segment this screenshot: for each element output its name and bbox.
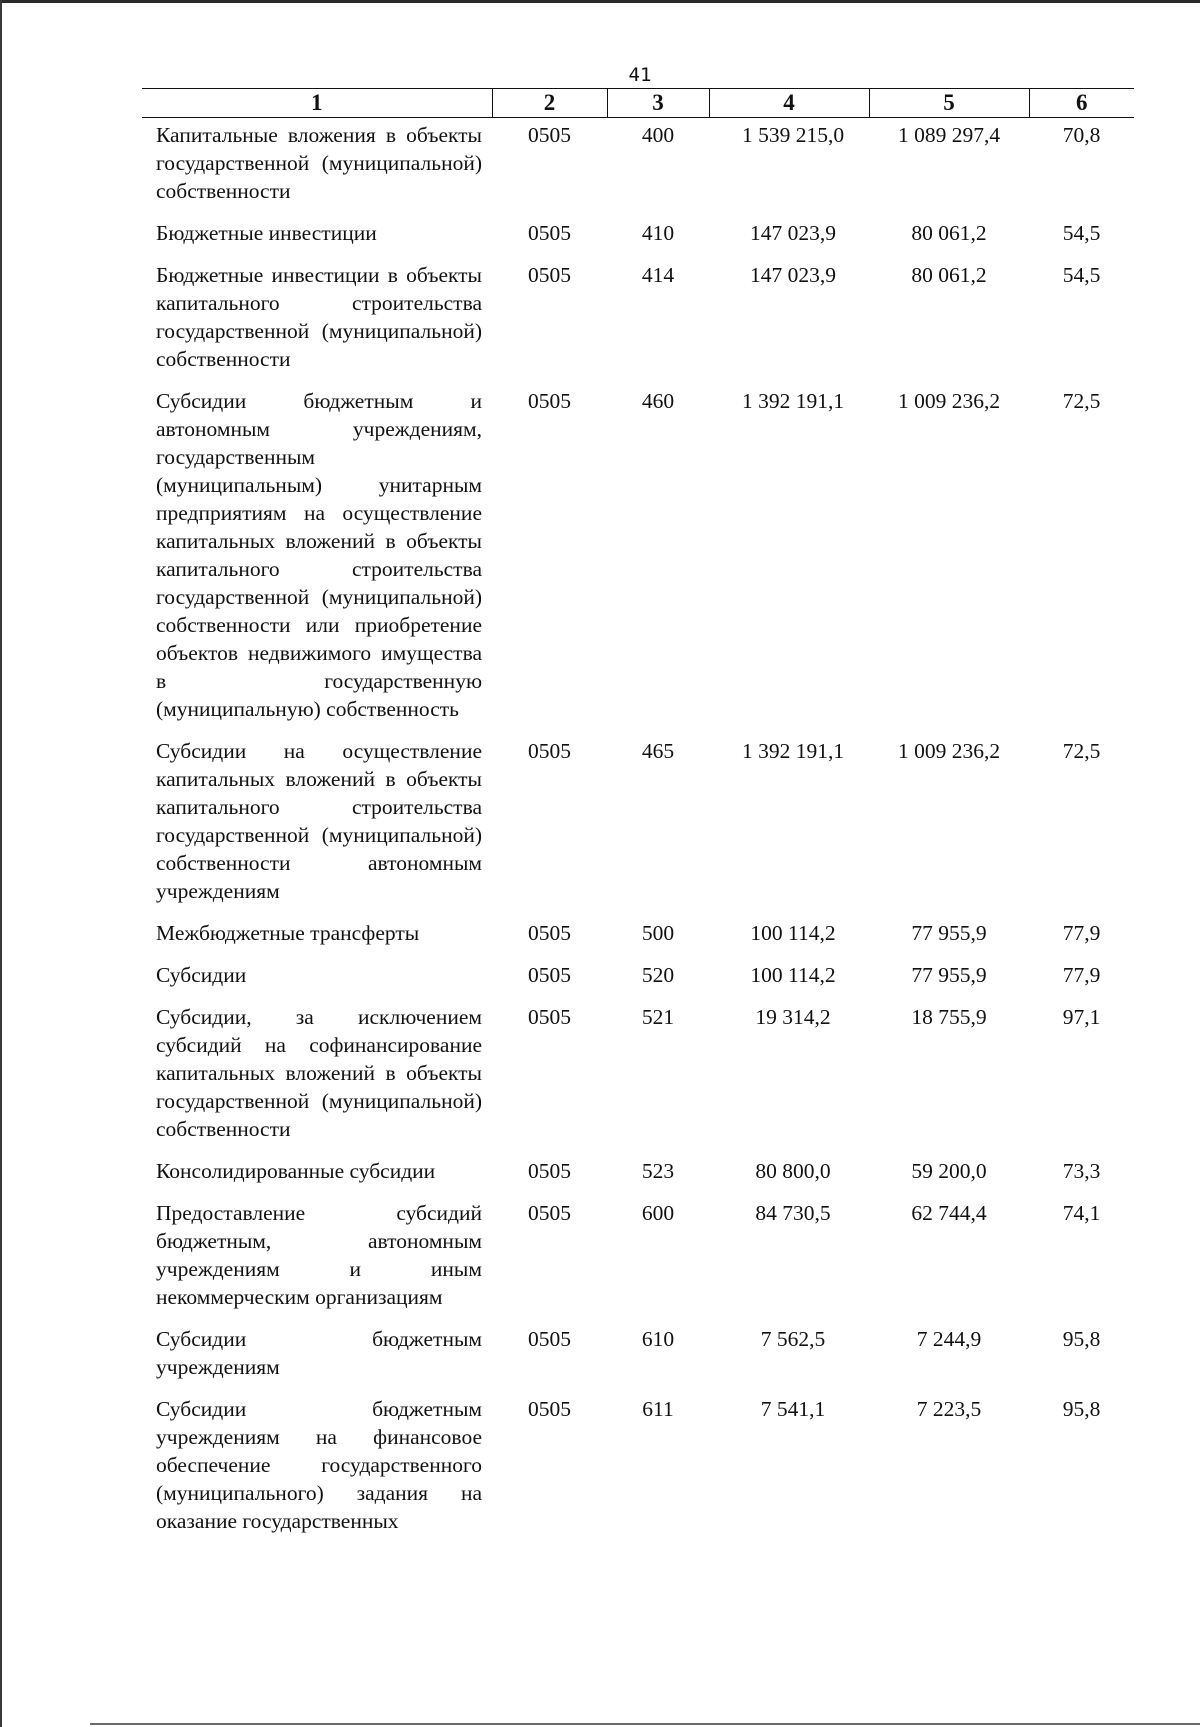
table-row — [142, 1325, 1134, 1395]
table-row — [142, 1199, 1134, 1325]
row-plan-value: 147 023,9 — [750, 263, 836, 287]
row-expense-code: 611 — [642, 1397, 674, 1421]
row-section-code: 0505 — [528, 963, 571, 987]
row-actual-value: 77 955,9 — [911, 963, 987, 987]
scan-edge-left — [0, 0, 2, 1727]
row-description: Субсидии на осуществление капитальных вложений в объекты капитального строительства государственной (муниципальной) собственности автономным учреждениям — [156, 739, 482, 903]
row-description: Субсидии бюджетным учреждениям на финансовое обеспечение государственного (муниципального) задания на оказание государственных — [156, 1397, 482, 1533]
row-description: Бюджетные инвестиции в объекты капитального строительства государственной (муниципальной) собственности — [156, 263, 482, 371]
row-description: Предоставление субсидий бюджетным, автономным учреждениям и иным некоммерческим организациям — [156, 1201, 482, 1309]
header-col-4: 4 — [709, 89, 869, 118]
row-actual-value: 77 955,9 — [911, 921, 987, 945]
table-row — [142, 1157, 1134, 1199]
row-section-code: 0505 — [528, 921, 571, 945]
row-actual-value: 7 223,5 — [916, 1397, 982, 1421]
row-description: Межбюджетные трансферты — [156, 921, 420, 945]
row-plan-value: 19 314,2 — [755, 1005, 831, 1029]
table-body — [142, 118, 1134, 1550]
row-percent: 73,3 — [1062, 1159, 1101, 1183]
row-plan-value: 1 539 215,0 — [741, 123, 845, 147]
scan-edge-top — [0, 0, 1200, 3]
scan-edge-bottom — [90, 1723, 1200, 1725]
row-percent: 70,8 — [1062, 123, 1101, 147]
row-section-code: 0505 — [528, 123, 571, 147]
row-plan-value: 147 023,9 — [750, 221, 836, 245]
row-actual-value: 62 744,4 — [911, 1201, 987, 1225]
row-description: Субсидии — [156, 963, 247, 987]
header-col-5: 5 — [869, 89, 1029, 118]
row-expense-code: 520 — [641, 963, 675, 987]
row-description: Субсидии, за исключением субсидий на софинансирование капитальных вложений в объекты государственной (муниципальной) собственности — [156, 1005, 482, 1141]
header-col-2: 2 — [492, 89, 607, 118]
table-header — [142, 89, 1134, 118]
row-section-code: 0505 — [528, 389, 571, 413]
table-row — [142, 1003, 1134, 1157]
row-description: Консолидированные субсидии — [156, 1159, 436, 1183]
row-percent: 77,9 — [1062, 921, 1101, 945]
row-section-code: 0505 — [528, 739, 571, 763]
row-percent: 72,5 — [1062, 739, 1101, 763]
row-expense-code: 523 — [641, 1159, 675, 1183]
row-expense-code: 521 — [641, 1005, 675, 1029]
row-section-code: 0505 — [528, 1397, 571, 1421]
page-number: 41 — [628, 64, 652, 86]
row-description: Субсидии бюджетным и автономным учреждениям, государственным (муниципальным) унитарным предприятиям на осуществление капитальных вложений в объекты капитального строительства государственной (муниципальной) собственности или приобретение объектов недвижимого имущества в государственную (муниципальную) собственность — [156, 389, 482, 721]
row-description: Субсидии бюджетным учреждениям — [156, 1327, 482, 1379]
row-expense-code: 460 — [641, 389, 675, 413]
row-percent: 95,8 — [1062, 1397, 1101, 1421]
row-expense-code: 465 — [641, 739, 675, 763]
table-row — [142, 919, 1134, 961]
row-expense-code: 400 — [641, 123, 675, 147]
header-row — [142, 89, 1134, 118]
table-row — [142, 961, 1134, 1003]
row-percent: 74,1 — [1062, 1201, 1101, 1225]
row-plan-value: 1 392 191,1 — [741, 389, 845, 413]
row-plan-value: 7 541,1 — [760, 1397, 826, 1421]
header-col-1: 1 — [142, 89, 492, 118]
row-section-code: 0505 — [528, 263, 571, 287]
row-expense-code: 610 — [641, 1327, 675, 1351]
row-actual-value: 7 244,9 — [916, 1327, 982, 1351]
row-expense-code: 410 — [641, 221, 675, 245]
budget-table — [142, 88, 1134, 1549]
table-row — [142, 219, 1134, 261]
row-actual-value: 80 061,2 — [911, 263, 987, 287]
row-percent: 54,5 — [1062, 263, 1101, 287]
row-plan-value: 100 114,2 — [750, 921, 836, 945]
row-description: Капитальные вложения в объекты государственной (муниципальной) собственности — [156, 123, 482, 203]
table-row — [142, 261, 1134, 387]
row-section-code: 0505 — [528, 1201, 571, 1225]
row-actual-value: 1 089 297,4 — [897, 123, 1001, 147]
row-percent: 54,5 — [1062, 221, 1101, 245]
row-plan-value: 80 800,0 — [755, 1159, 831, 1183]
row-expense-code: 600 — [641, 1201, 675, 1225]
row-plan-value: 100 114,2 — [750, 963, 836, 987]
row-percent: 97,1 — [1062, 1005, 1101, 1029]
row-actual-value: 18 755,9 — [911, 1005, 987, 1029]
table-row — [142, 118, 1134, 220]
header-col-3: 3 — [607, 89, 709, 118]
row-expense-code: 500 — [641, 921, 675, 945]
row-plan-value: 84 730,5 — [755, 1201, 831, 1225]
table-row — [142, 1395, 1134, 1549]
row-actual-value: 1 009 236,2 — [897, 389, 1001, 413]
row-actual-value: 1 009 236,2 — [897, 739, 1001, 763]
row-section-code: 0505 — [528, 1005, 571, 1029]
row-section-code: 0505 — [528, 1159, 571, 1183]
table-row — [142, 387, 1134, 737]
row-expense-code: 414 — [641, 263, 675, 287]
row-actual-value: 59 200,0 — [911, 1159, 987, 1183]
header-col-6: 6 — [1029, 89, 1134, 118]
row-percent: 95,8 — [1062, 1327, 1101, 1351]
row-percent: 77,9 — [1062, 963, 1101, 987]
row-actual-value: 80 061,2 — [911, 221, 987, 245]
row-percent: 72,5 — [1062, 389, 1101, 413]
row-section-code: 0505 — [528, 1327, 571, 1351]
row-plan-value: 7 562,5 — [760, 1327, 826, 1351]
row-section-code: 0505 — [528, 221, 571, 245]
table-row — [142, 737, 1134, 919]
row-description: Бюджетные инвестиции — [156, 221, 377, 245]
row-plan-value: 1 392 191,1 — [741, 739, 845, 763]
